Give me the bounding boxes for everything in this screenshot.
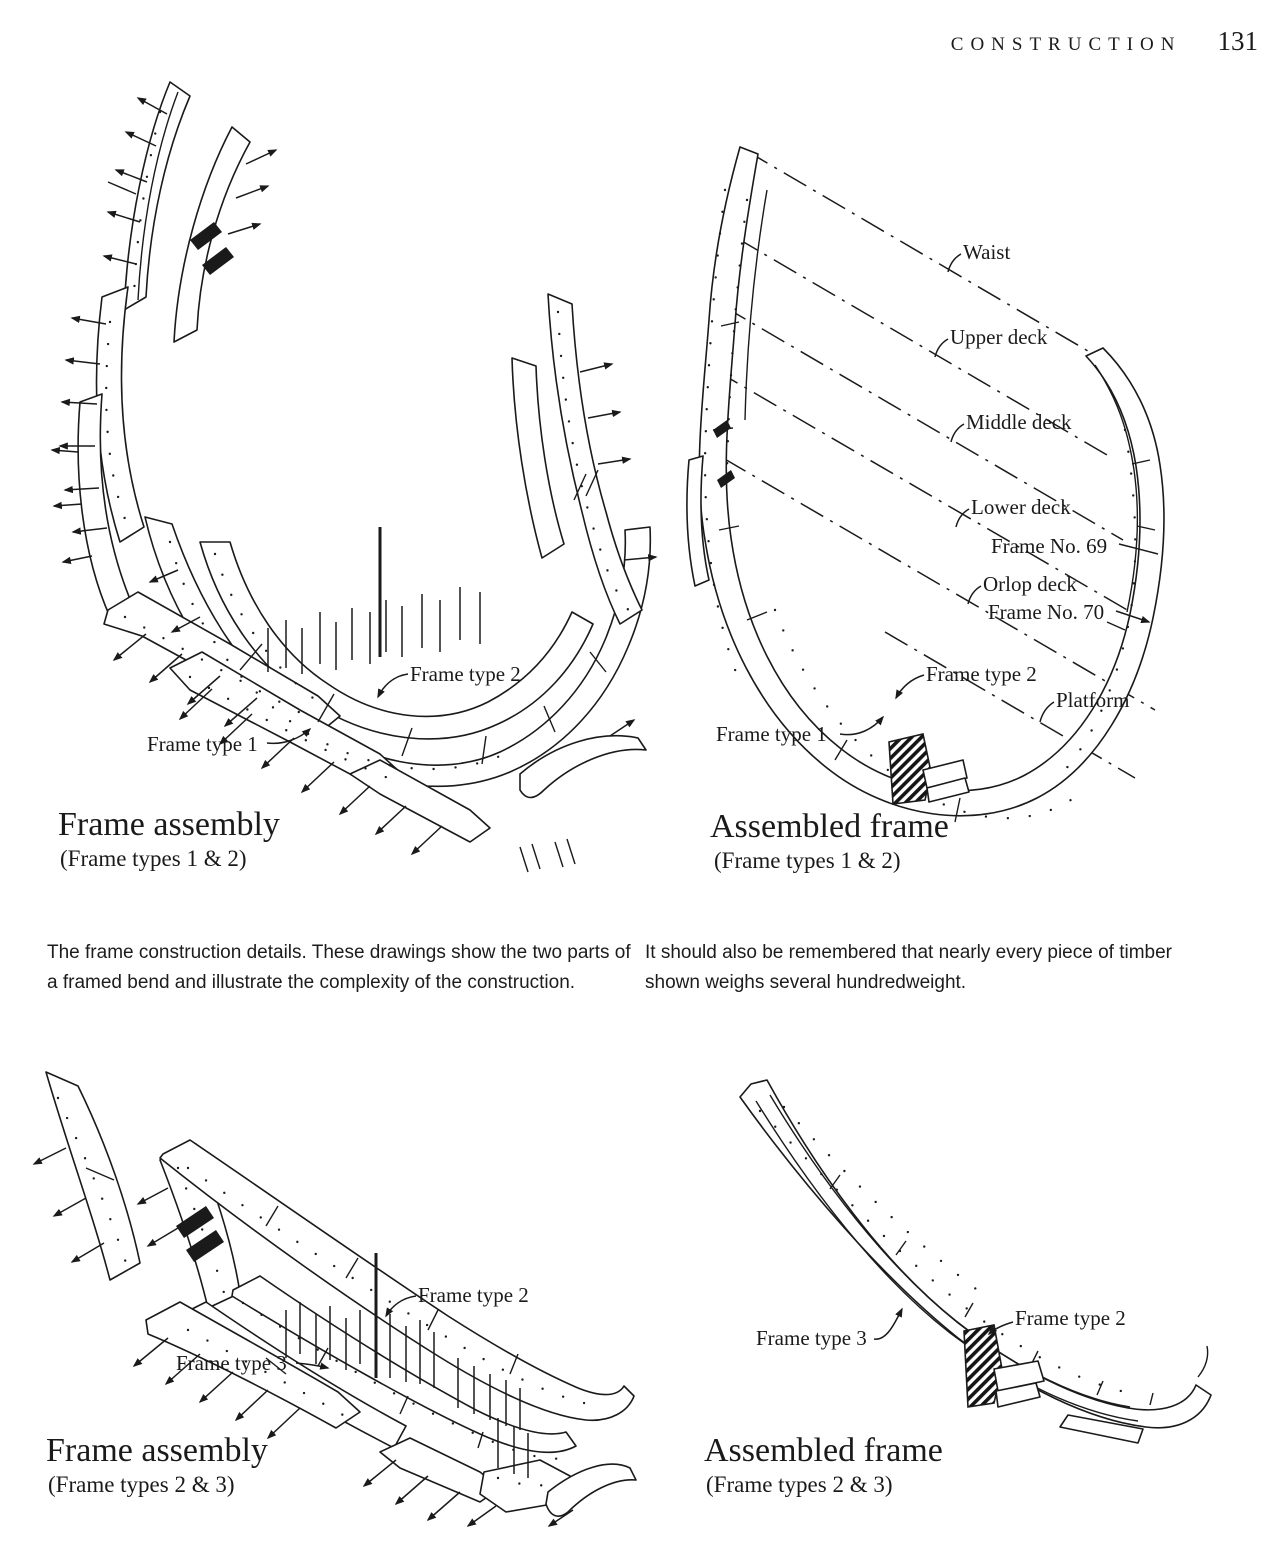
assembled-frame-types-1-2-drawing (655, 130, 1185, 910)
caption-text-left: The frame construction details. These drawings show the two parts of a framed bend and illustrate the complexity of the construction. (47, 942, 631, 993)
left-limb-futtocks (78, 287, 144, 617)
assembled-frame-band (687, 147, 1164, 816)
bolt-pins (268, 527, 480, 674)
label-frame-type-2-bl: Frame type 2 (418, 1283, 529, 1307)
label-platform: Platform (1056, 688, 1130, 712)
label-frame-type-1-assembled: Frame type 1 (716, 722, 827, 746)
label-waist: Waist (963, 240, 1011, 264)
frame-type-2-leader (378, 674, 408, 697)
right-limb-futtocks (512, 294, 642, 624)
frame-type-3-leader (874, 1309, 902, 1339)
label-frame-type-1: Frame type 1 (147, 732, 258, 756)
fig-title-top-left: Frame assembly (58, 806, 280, 843)
page-header (0, 26, 1258, 57)
label-middle-deck: Middle deck (966, 410, 1072, 434)
fig-subtitle-bottom-right: (Frame types 2 & 3) (706, 1472, 893, 1497)
fig-subtitle-top-left: (Frame types 1 & 2) (60, 846, 247, 871)
fig-title-bottom-left: Frame assembly (46, 1432, 268, 1469)
fig-subtitle-top-right: (Frame types 1 & 2) (714, 848, 901, 873)
frame-assembly-types-1-2-drawing (50, 72, 680, 902)
caption-text-right: It should also be remembered that nearly every piece of timber shown weighs several hundredweight. (645, 942, 1172, 993)
fig-title-bottom-right: Assembled frame (704, 1432, 943, 1469)
assembled-frame-types-2-3-drawing (688, 1063, 1248, 1463)
label-frame-type-2-assembled: Frame type 2 (926, 662, 1037, 686)
label-frame-no-69: Frame No. 69 (991, 534, 1108, 558)
label-frame-type-2-br: Frame type 2 (1015, 1306, 1126, 1330)
keel-block (889, 734, 969, 804)
label-frame-type-3-bl: Frame type 3 (176, 1351, 287, 1375)
label-frame-type-2: Frame type 2 (410, 662, 521, 686)
label-upper-deck: Upper deck (950, 325, 1048, 349)
label-orlop-deck: Orlop deck (983, 572, 1077, 596)
fig-subtitle-bottom-left: (Frame types 2 & 3) (48, 1472, 235, 1497)
label-frame-type-3-br: Frame type 3 (756, 1326, 867, 1350)
section-title: CONSTRUCTION (950, 34, 1182, 55)
label-frame-no-70: Frame No. 70 (988, 600, 1105, 624)
label-lower-deck: Lower deck (971, 495, 1071, 519)
futtock-top-cluster (124, 82, 250, 342)
page-number: 131 (1217, 26, 1258, 56)
fig-title-top-right: Assembled frame (710, 808, 949, 845)
